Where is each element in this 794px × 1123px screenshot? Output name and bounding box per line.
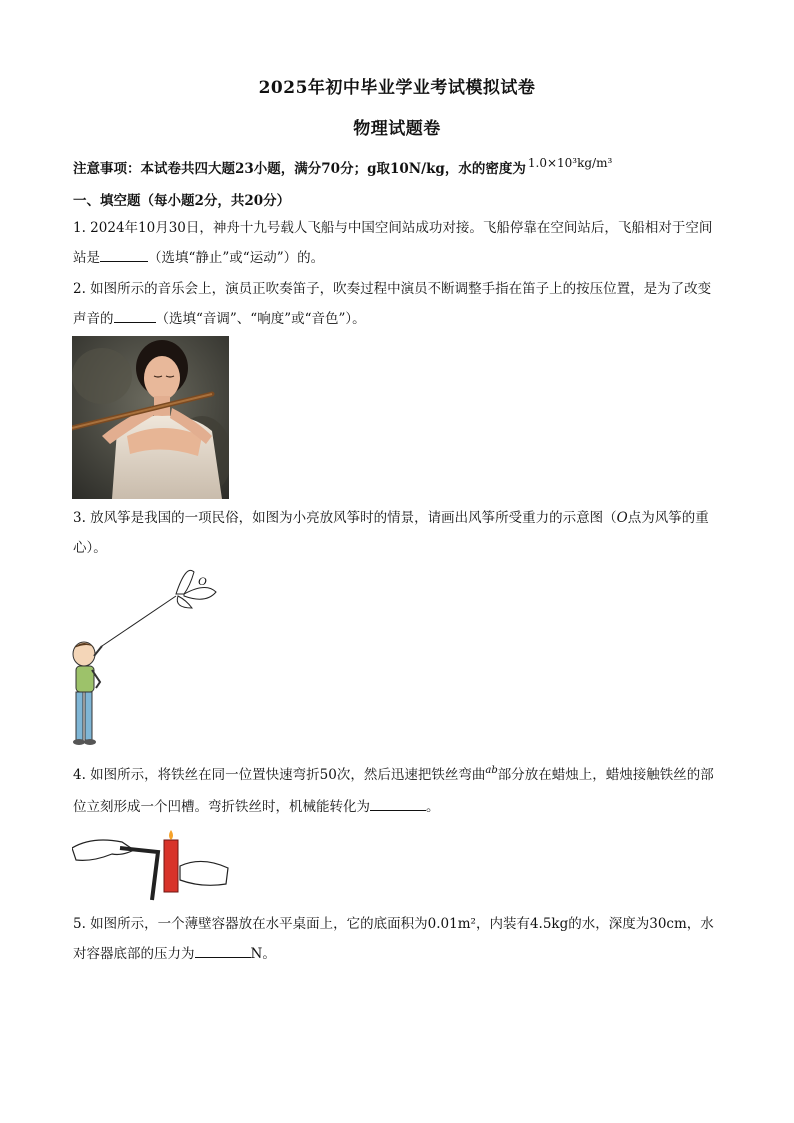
q1-blank xyxy=(100,247,148,262)
q3-o-label: O xyxy=(616,510,628,526)
q3-text-end: 点为风筝的重心）。 xyxy=(73,510,709,556)
question-2 xyxy=(73,274,723,334)
exam-title: 2025年初中毕业学业考试模拟试卷 xyxy=(258,78,536,98)
question-1 xyxy=(73,213,723,273)
q4-text: 4. 如图所示，将铁丝在同一位置快速弯折50次，然后迅速把铁丝弯曲 xyxy=(73,767,486,783)
q3-text: 3. 放风筝是我国的一项民俗，如图为小亮放风筝时的情景，请画出风筝所受重力的示意图（ xyxy=(73,510,617,526)
question-4 xyxy=(73,760,723,822)
flute-player-photo xyxy=(72,336,229,499)
notice-text: 注意事项：本试卷共四大题23小题，满分70分；g取10N/kg，水的密度为 xyxy=(73,161,526,177)
q4-blank xyxy=(370,796,426,811)
kite-o-label: O xyxy=(198,574,207,588)
q5-text: 5. 如图所示，一个薄壁容器放在水平桌面上，它的底面积为0.01m²，内装有4.5kg的水，深度为30cm，水对容器底部的压力为 xyxy=(73,916,714,962)
q1-text: 1. 2024年10月30日，神舟十九号载人飞船与中国空间站成功对接。飞船停靠在空间站后，飞船相对于空间站是 xyxy=(73,220,713,266)
notice xyxy=(73,157,612,177)
q4-text-end: 。 xyxy=(426,799,440,815)
q5-text-end: N。 xyxy=(250,946,276,962)
kite-figure xyxy=(66,564,226,749)
wire-candle-figure xyxy=(72,826,230,902)
q1-text-end: （选填“静止”或“运动”）的。 xyxy=(148,250,325,266)
q4-text-mid: 部分放在蜡烛上，蜡烛接触铁丝的部位立刻形成一个凹槽。弯折铁丝时，机械能转化为 xyxy=(73,767,714,815)
exam-subtitle: 物理试题卷 xyxy=(353,119,441,139)
q2-text-end: （选填“音调”、“响度”或“音色”）。 xyxy=(155,311,366,327)
question-3 xyxy=(73,503,723,563)
section-title: 一、填空题（每小题2分，共20分） xyxy=(73,193,291,209)
q2-blank xyxy=(114,308,156,323)
q2-text: 2. 如图所示的音乐会上，演员正吹奏笛子，吹奏过程中演员不断调整手指在笛子上的按压位置，是为了改变声音的 xyxy=(73,281,712,327)
question-5 xyxy=(73,909,723,969)
q5-blank xyxy=(195,943,251,958)
q4-ab-label: ab xyxy=(485,765,498,776)
water-density: 1.0×10³kg/m³ xyxy=(527,156,613,170)
